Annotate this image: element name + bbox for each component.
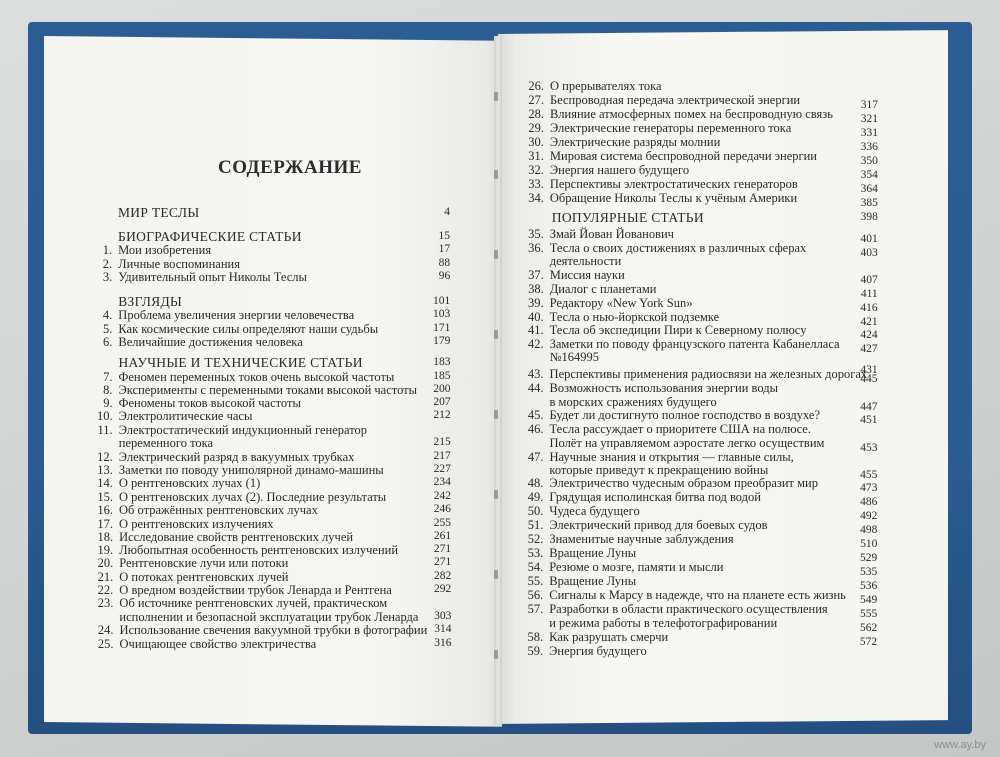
toc-entry xyxy=(93,370,395,384)
toc-page-number: 529 xyxy=(860,552,878,564)
toc-page-number: 401 xyxy=(860,233,878,245)
toc-page-number: 407 xyxy=(860,274,878,286)
toc-entry xyxy=(523,644,647,658)
toc-entry xyxy=(524,381,778,395)
toc-page-number: 17 xyxy=(438,243,451,255)
toc-page-number: 421 xyxy=(860,316,878,328)
toc-entry-number: 1. xyxy=(102,243,113,257)
toc-page-number: 473 xyxy=(860,482,878,494)
toc-entry-number: 54. xyxy=(527,560,544,574)
toc-entry xyxy=(524,163,689,177)
toc-entry-title: Мировая система беспроводной передачи энергии xyxy=(549,149,817,163)
toc-entry-title: Эксперименты с переменными токами высокой частоты xyxy=(118,383,418,397)
toc-entry-title: БИОГРАФИЧЕСКИЕ СТАТЬИ xyxy=(118,229,302,244)
toc-entry-title: Энергия нашего будущего xyxy=(549,163,690,177)
toc-entry-title: Беспроводная передача электрической энергии xyxy=(549,93,801,107)
toc-entry-title: Рентгеновские лучи или потоки xyxy=(119,556,289,570)
toc-entry-number: 34. xyxy=(528,191,544,205)
toc-entry xyxy=(523,476,818,490)
toc-entry xyxy=(93,556,288,570)
toc-entry-number: 58. xyxy=(527,630,544,644)
toc-entry-title: Диалог с планетами xyxy=(549,282,657,296)
toc-page-number: 227 xyxy=(433,463,451,475)
toc-entry-title: Электролитические часы xyxy=(118,409,253,423)
toc-entry xyxy=(524,254,622,268)
toc-page-number: 200 xyxy=(433,383,451,395)
toc-entry-number: 57. xyxy=(527,602,544,616)
toc-entry xyxy=(93,543,398,557)
toc-entry-title: Разработки в области практического осуществления xyxy=(549,602,828,616)
toc-entry-number: 51. xyxy=(527,518,544,532)
toc-entry xyxy=(93,423,367,437)
toc-page-number: 246 xyxy=(433,503,451,515)
toc-entry-title: Сигналы к Марсу в надежде, что на планете есть жизнь xyxy=(549,588,846,602)
toc-entry-number: 12. xyxy=(97,450,113,464)
toc-entry xyxy=(524,149,817,163)
toc-entry-title: Тесла рассуждает о приоритете США на полюсе. xyxy=(549,422,811,436)
toc-entry-number: 5. xyxy=(102,322,113,336)
toc-entry-title: Чудеса будущего xyxy=(549,504,640,518)
toc-entry xyxy=(524,323,807,337)
toc-page-number: 364 xyxy=(860,183,878,195)
toc-entry xyxy=(524,79,662,93)
toc-page-number: 350 xyxy=(860,155,878,167)
toc-entry-title: Удивительный опыт Николы Теслы xyxy=(118,270,307,284)
toc-entry xyxy=(523,602,827,616)
toc-entry xyxy=(524,367,868,381)
toc-entry xyxy=(523,574,636,588)
toc-page-number: 486 xyxy=(860,496,878,508)
toc-entry-number: 32. xyxy=(528,163,544,177)
toc-page-number: 292 xyxy=(434,583,452,595)
toc-entry-title: Будет ли достигнуто полное господство в воздухе? xyxy=(549,408,821,422)
toc-entry xyxy=(93,503,318,517)
toc-page-number: 271 xyxy=(433,543,452,555)
toc-entry xyxy=(93,463,384,477)
toc-entry-title: которые приведут к прекращению войны xyxy=(549,463,769,477)
toc-entry-title: Научные знания и открытия — главные силы, xyxy=(549,450,794,464)
toc-entry xyxy=(523,504,639,518)
toc-entry-number: 41. xyxy=(528,323,544,337)
toc-entry-number: 15. xyxy=(97,490,113,504)
toc-entry-number: 19. xyxy=(97,543,114,557)
toc-entry xyxy=(523,588,846,602)
toc-entry-title: исполнении и безопасной эксплуатации трубок Ленарда xyxy=(119,610,419,624)
toc-page-number: 431 xyxy=(860,364,878,376)
toc-entry-title: Использование свечения вакуумной трубки в фотографии xyxy=(119,623,428,637)
toc-entry xyxy=(523,450,793,464)
toc-entry xyxy=(93,596,387,610)
toc-entry xyxy=(93,436,213,450)
toc-entry xyxy=(523,616,777,630)
toc-entry xyxy=(92,335,302,349)
toc-entry-number: 11. xyxy=(97,423,113,437)
toc-page-number: 416 xyxy=(860,302,878,314)
toc-entry xyxy=(524,177,798,191)
toc-entry xyxy=(524,310,720,324)
binding-stitch xyxy=(494,250,498,259)
toc-page-number: 445 xyxy=(860,373,878,385)
toc-entry-number: 49. xyxy=(527,490,544,504)
toc-entry-number: 55. xyxy=(527,574,544,588)
toc-entry xyxy=(93,530,353,544)
toc-page-number: 411 xyxy=(860,288,878,300)
toc-entry-title: Любопытная особенность рентгеновских излучений xyxy=(119,543,399,557)
toc-entry xyxy=(93,490,386,504)
toc-section-heading xyxy=(118,356,362,370)
toc-entry-number: 33. xyxy=(528,177,544,191)
toc-entry xyxy=(93,610,418,624)
toc-entry-number: 46. xyxy=(527,422,544,436)
binding-stitch xyxy=(494,410,498,419)
toc-page-number: 321 xyxy=(860,113,878,125)
toc-entry-title: О прерывателях тока xyxy=(550,79,662,93)
toc-entry-title: Проблема увеличения энергии человечества xyxy=(118,308,355,322)
toc-entry xyxy=(524,121,791,135)
toc-page-number: 510 xyxy=(860,538,878,550)
toc-page-number: 171 xyxy=(433,322,451,334)
toc-entry-title: Тесла о нью-йоркской подземке xyxy=(549,310,720,324)
toc-entry-number: 8. xyxy=(103,383,113,397)
toc-page-number: 453 xyxy=(860,442,878,454)
toc-entry-number: 40. xyxy=(528,310,544,324)
toc-entry-title: ПОПУЛЯРНЫЕ СТАТЬИ xyxy=(551,210,704,225)
toc-entry-number: 4. xyxy=(102,308,113,322)
toc-entry-title: деятельности xyxy=(549,254,622,268)
toc-entry xyxy=(93,396,301,410)
toc-page-number: 179 xyxy=(433,335,451,347)
toc-entry-title: ВЗГЛЯДЫ xyxy=(118,294,183,309)
toc-page-number: 492 xyxy=(860,510,878,522)
toc-entry-title: Возможность использования энергии воды xyxy=(549,381,779,395)
binding-stitch xyxy=(494,92,498,101)
toc-entry xyxy=(524,337,840,351)
toc-entry-number: 43. xyxy=(527,367,544,381)
toc-page-number: 314 xyxy=(434,623,452,635)
toc-page-number: 207 xyxy=(433,396,451,408)
toc-entry-title: МИР ТЕСЛЫ xyxy=(118,205,200,220)
toc-entry xyxy=(92,308,354,322)
toc-entry xyxy=(93,450,355,464)
toc-entry-title: НАУЧНЫЕ И ТЕХНИЧЕСКИЕ СТАТЬИ xyxy=(118,355,363,370)
toc-entry xyxy=(93,517,273,531)
toc-entry-number: 28. xyxy=(528,107,544,121)
toc-entry xyxy=(524,296,693,310)
toc-entry-title: Электрический разряд в вакуумных трубках xyxy=(118,450,355,464)
toc-entry-title: Как космические силы определяют наши судьбы xyxy=(118,322,379,336)
toc-entry-title: Грядущая исполинская битва под водой xyxy=(549,490,761,504)
toc-entry-number: 59. xyxy=(527,644,544,658)
toc-entry-title: Резюме о мозге, памяти и мысли xyxy=(549,560,724,574)
binding-stitch xyxy=(494,570,498,579)
toc-entry-title: Вращение Луны xyxy=(549,546,637,560)
toc-entry-title: Исследование свойств рентгеновских лучей xyxy=(119,530,354,544)
toc-section-heading xyxy=(118,295,182,309)
toc-entry xyxy=(94,637,317,651)
toc-entry xyxy=(523,518,767,532)
toc-entry-title: Полёт на управляемом аэростате легко осуществим xyxy=(549,436,825,450)
toc-entry xyxy=(524,268,625,282)
toc-entry xyxy=(92,270,307,284)
toc-page-number: 234 xyxy=(433,476,451,488)
toc-entry-title: Тесла о своих достижениях в различных сферах xyxy=(549,241,807,255)
toc-page-number: 536 xyxy=(860,580,878,592)
toc-entry-number: 18. xyxy=(97,530,114,544)
toc-page-number: 427 xyxy=(860,343,878,355)
toc-entry-title: Электрический привод для боевых судов xyxy=(549,518,768,532)
binding-stitch xyxy=(494,330,498,339)
toc-entry-number: 27. xyxy=(528,93,544,107)
toc-entry-title: Электричество чудесным образом преобразит мир xyxy=(549,476,818,490)
toc-page-number: 282 xyxy=(434,570,452,582)
toc-entry xyxy=(524,282,657,296)
toc-entry xyxy=(523,560,723,574)
toc-entry-title: и режима работы в телефотографировании xyxy=(549,616,778,630)
toc-entry xyxy=(92,322,378,336)
toc-entry-number: 20. xyxy=(97,556,114,570)
toc-page-number: 398 xyxy=(860,211,878,223)
toc-entry xyxy=(92,243,211,257)
toc-entry-title: Об отражённых рентгеновских лучах xyxy=(119,503,318,517)
toc-page-number: 316 xyxy=(434,637,452,649)
toc-page-number: 271 xyxy=(433,556,452,568)
toc-entry-number: 44. xyxy=(527,381,544,395)
toc-entry-number: 21. xyxy=(97,570,114,584)
toc-page-number: 317 xyxy=(860,99,878,111)
toc-entry xyxy=(93,570,288,584)
watermark: www.ay.by xyxy=(934,739,986,751)
toc-entry xyxy=(93,623,427,637)
toc-entry-title: Перспективы электростатических генераторов xyxy=(549,177,798,191)
toc-page-number: 185 xyxy=(433,370,451,382)
toc-page-number: 212 xyxy=(433,409,451,421)
toc-entry xyxy=(92,257,240,271)
toc-entry-number: 52. xyxy=(527,532,544,546)
toc-entry-number: 7. xyxy=(103,370,113,384)
toc-entry-title: Феномены токов высокой частоты xyxy=(118,396,301,410)
toc-entry xyxy=(523,463,768,477)
toc-entry-title: О рентгеновских лучах (2). Последние результаты xyxy=(118,490,387,504)
toc-page-number: 242 xyxy=(433,490,451,502)
toc-entry-number: 38. xyxy=(528,282,544,296)
toc-entry-title: Мои изобретения xyxy=(118,243,212,257)
toc-page-number: 535 xyxy=(860,566,878,578)
toc-entry-number: 53. xyxy=(527,546,544,560)
binding-stitch xyxy=(494,490,498,499)
toc-entry-number: 30. xyxy=(528,135,544,149)
toc-entry-number: 47. xyxy=(527,450,544,464)
toc-entry-number: 36. xyxy=(528,241,544,255)
toc-entry-number: 35. xyxy=(528,227,544,241)
toc-page-number: 88 xyxy=(438,257,451,269)
toc-entry-number: 42. xyxy=(527,337,544,351)
toc-entry-title: Обращение Николы Теслы к учёным Америки xyxy=(549,191,798,205)
toc-entry-number: 14. xyxy=(97,476,113,490)
toc-entry-number: 17. xyxy=(97,517,114,531)
toc-page-number: 15 xyxy=(438,230,451,242)
toc-page-number: 103 xyxy=(433,308,451,320)
toc-page-number: 498 xyxy=(860,524,878,536)
toc-entry-title: Вращение Луны xyxy=(549,574,637,588)
toc-entry xyxy=(93,409,253,423)
toc-entry-number: 16. xyxy=(97,503,113,517)
toc-page-number: 424 xyxy=(860,329,878,341)
toc-entry xyxy=(523,546,636,560)
toc-entry-number: 9. xyxy=(103,396,113,410)
toc-entry-title: Об источнике рентгеновских лучей, практическом xyxy=(119,596,388,610)
toc-entry xyxy=(524,227,674,241)
toc-page-number: 183 xyxy=(433,356,451,368)
toc-entry-title: Редактору «New York Sun» xyxy=(549,296,693,310)
toc-section-heading xyxy=(552,211,704,225)
toc-page-number: 354 xyxy=(860,169,878,181)
toc-entry xyxy=(523,422,811,436)
toc-entry xyxy=(524,191,797,205)
toc-entry-number: 10. xyxy=(97,409,113,423)
toc-entry-title: Личные воспоминания xyxy=(118,257,240,271)
toc-entry xyxy=(524,241,807,255)
toc-page-number: 555 xyxy=(859,608,878,620)
toc-entry-title: Влияние атмосферных помех на беспроводную связь xyxy=(549,107,833,121)
toc-entry-title: Знаменитые научные заблуждения xyxy=(549,532,734,546)
toc-entry-number: 23. xyxy=(97,596,114,610)
toc-entry xyxy=(524,408,821,422)
contents-title: СОДЕРЖАНИЕ xyxy=(218,157,362,178)
toc-page-number: 261 xyxy=(433,530,452,542)
toc-entry-title: №164995 xyxy=(549,350,600,364)
toc-entry-number: 13. xyxy=(97,463,113,477)
toc-entry xyxy=(523,436,824,450)
toc-section-heading xyxy=(118,206,199,220)
toc-entry xyxy=(524,93,800,107)
toc-section-heading xyxy=(118,230,302,244)
toc-entry-title: О вредном воздействии трубок Ленарда и Рентгена xyxy=(119,583,392,597)
toc-entry-title: Перспективы применения радиосвязи на железных дорогах xyxy=(549,367,868,381)
toc-entry-title: Миссия науки xyxy=(549,268,625,282)
toc-entry-number: 45. xyxy=(527,408,544,422)
toc-entry-title: Заметки по поводу униполярной динамо-машины xyxy=(118,463,384,477)
toc-entry xyxy=(93,583,392,597)
toc-entry-title: Тесла об экспедиции Пири к Северному полюсу xyxy=(549,323,807,337)
toc-entry-title: Очищающее свойство электричества xyxy=(119,637,317,651)
toc-entry-number: 48. xyxy=(527,476,544,490)
toc-entry xyxy=(93,476,260,490)
toc-page-number: 331 xyxy=(860,127,878,139)
toc-page-number: 572 xyxy=(859,636,878,648)
toc-page-number: 455 xyxy=(860,469,878,481)
toc-entry xyxy=(523,630,668,644)
toc-page-number: 217 xyxy=(433,450,451,462)
toc-entry-number: 37. xyxy=(528,268,544,282)
toc-entry-number: 22. xyxy=(97,583,114,597)
toc-entry-number: 50. xyxy=(527,504,544,518)
toc-entry-number: 29. xyxy=(528,121,544,135)
toc-entry-title: Заметки по поводу французского патента Кабанелласа xyxy=(549,337,840,351)
toc-entry-title: Энергия будущего xyxy=(549,644,647,658)
toc-page-number: 451 xyxy=(860,414,878,426)
toc-entry-number: 2. xyxy=(102,257,113,271)
toc-entry-number: 31. xyxy=(528,149,544,163)
toc-page-number: 385 xyxy=(860,197,878,209)
book-spine-gutter xyxy=(494,36,502,724)
toc-entry-title: в морских сражениях будущего xyxy=(549,395,717,409)
toc-entry-number: 56. xyxy=(527,588,544,602)
toc-entry-number: 3. xyxy=(102,270,113,284)
toc-entry-number: 39. xyxy=(528,296,544,310)
toc-page-number: 562 xyxy=(859,622,878,634)
toc-entry-number: 25. xyxy=(97,637,114,651)
toc-entry xyxy=(93,383,417,397)
toc-page-number: 403 xyxy=(860,247,878,259)
toc-entry-number: 24. xyxy=(97,623,114,637)
binding-stitch xyxy=(494,170,498,179)
toc-entry xyxy=(523,490,761,504)
toc-entry-title: Змай Йован Йованович xyxy=(549,227,674,241)
binding-stitch xyxy=(494,650,498,659)
toc-page-number: 101 xyxy=(433,295,451,307)
toc-entry-number: 6. xyxy=(103,335,113,349)
toc-entry-title: О рентгеновских излучениях xyxy=(119,517,274,531)
toc-page-number: 549 xyxy=(859,594,878,606)
toc-entry-title: Феномен переменных токов очень высокой частоты xyxy=(118,370,395,384)
toc-entry-number: 26. xyxy=(528,79,544,93)
toc-page-number: 255 xyxy=(433,517,452,529)
toc-page-number: 215 xyxy=(433,436,451,448)
toc-entry xyxy=(523,532,733,546)
toc-page-number: 4 xyxy=(444,206,450,218)
toc-entry xyxy=(524,107,833,121)
toc-entry-title: Электрические разряды молнии xyxy=(549,135,721,149)
toc-entry xyxy=(524,395,717,409)
toc-page-number: 447 xyxy=(860,401,878,413)
toc-entry-title: О потоках рентгеновских лучей xyxy=(119,570,289,584)
toc-entry-title: Величайшие достижения человека xyxy=(118,335,303,349)
toc-page-number: 303 xyxy=(434,610,452,622)
toc-page-number: 336 xyxy=(860,141,878,153)
toc-page-number: 96 xyxy=(438,270,451,282)
toc-entry-title: переменного тока xyxy=(118,436,214,450)
toc-entry-title: Электростатический индукционный генератор xyxy=(118,423,368,437)
toc-entry-title: Электрические генераторы переменного тока xyxy=(549,121,792,135)
toc-entry-title: О рентгеновских лучах (1) xyxy=(118,476,261,490)
toc-entry xyxy=(524,350,599,364)
toc-entry-title: Как разрушать смерчи xyxy=(549,630,669,644)
toc-entry xyxy=(524,135,720,149)
